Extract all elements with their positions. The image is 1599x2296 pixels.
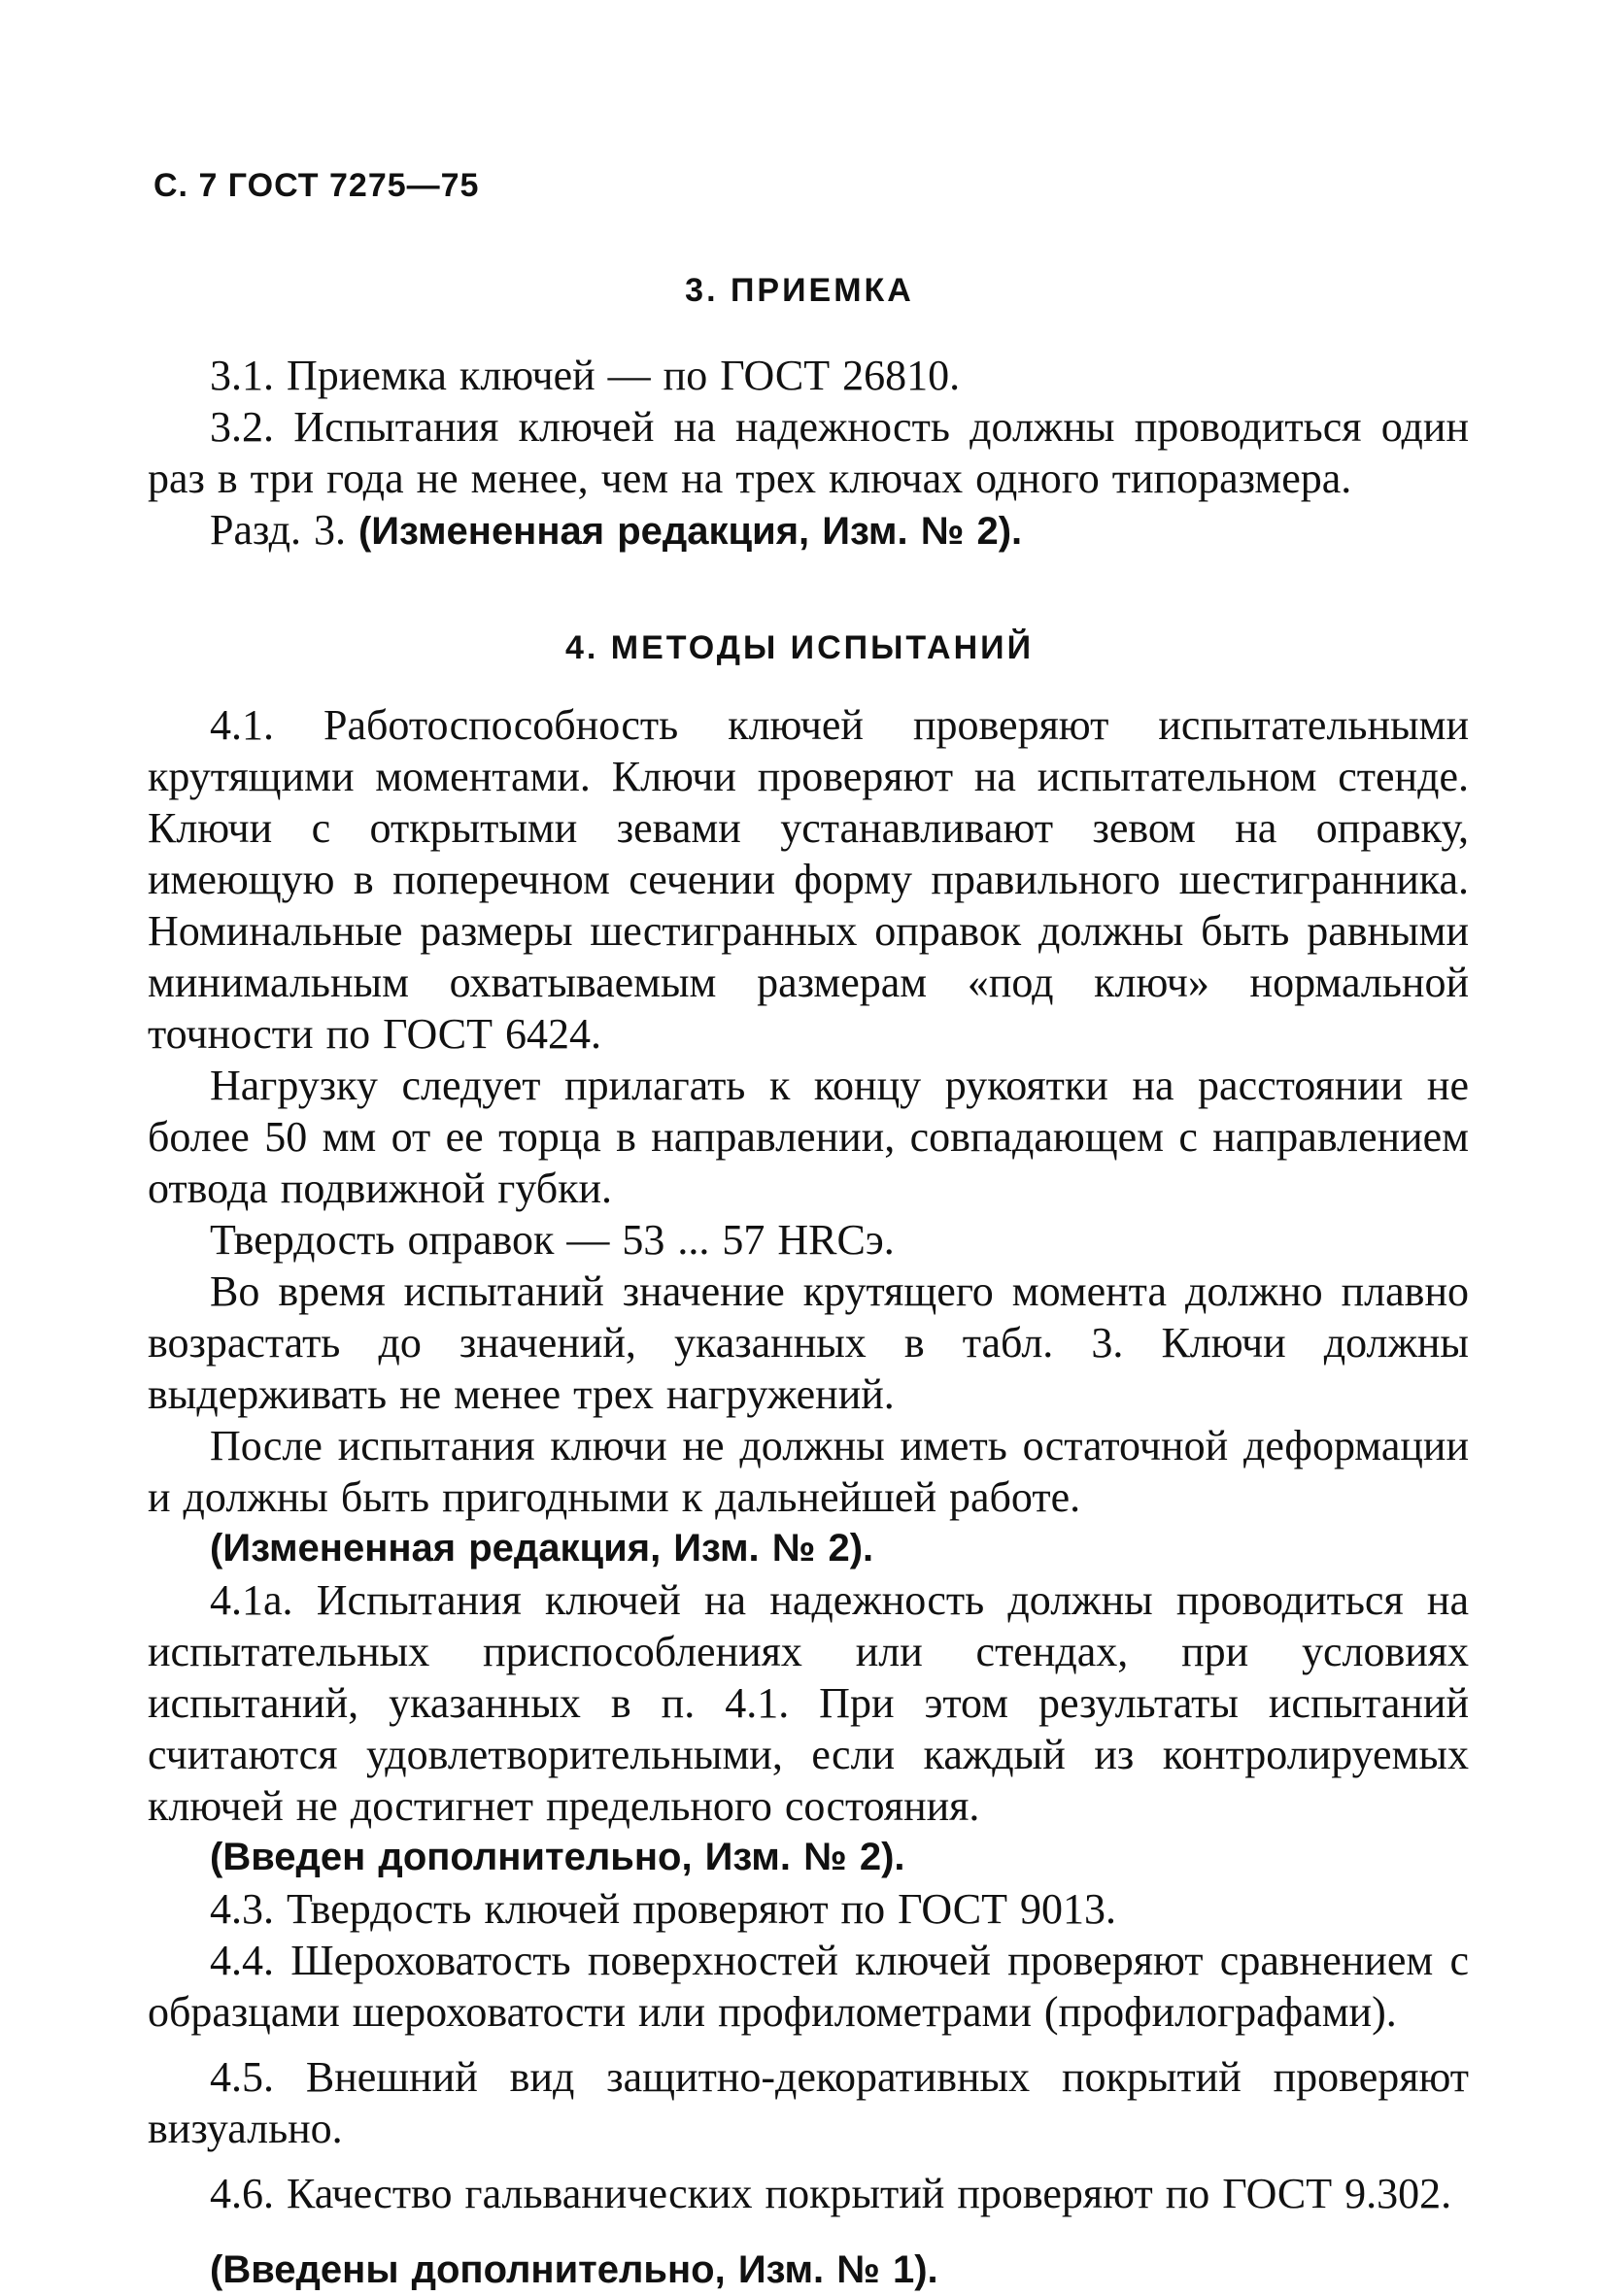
paragraph-3-1: 3.1. Приемка ключей — по ГОСТ 26810. bbox=[210, 352, 961, 399]
paragraph-4-1a: 4.1а. Испытания ключей на надежность должны проводиться на испытательных приспособлениях или стендах, при условиях испытаний, указанных в п. 4.1. При этом результаты испытаний считаются удовлетворительными, если каждый из контролируемых ключей не достигнет предельного состояния. bbox=[148, 1576, 1469, 1830]
amendment-note-4-1: (Измененная редакция, Изм. № 2). bbox=[210, 1527, 874, 1570]
paragraph-4-1-after: После испытания ключи не должны иметь остаточной деформации и должны быть пригодными к дальнейшей работе. bbox=[148, 1422, 1469, 1521]
paragraph-4-3: 4.3. Твердость ключей проверяют по ГОСТ 9013. bbox=[210, 1885, 1116, 1933]
section-4-body bbox=[148, 699, 1469, 2296]
paragraph-4-1: 4.1. Работоспособность ключей проверяют испытательными крутящими моментами. Ключи проверяют на испытательном стенде. Ключи с открытыми зевами устанавливают зевом на оправку, имеющую в поперечном сечении форму правильного шестигранника. Номинальные размеры шестигранных оправок должны быть равными минимальным охватываемым размерам «под ключ» нормальной точности по ГОСТ 6424. bbox=[148, 701, 1469, 1058]
section-3-body bbox=[148, 350, 1469, 557]
paragraph-4-1-load: Нагрузку следует прилагать к концу рукоятки на расстоянии не более 50 мм от ее торца в направлении, совпадающем с направлением отвода подвижной губки. bbox=[148, 1062, 1469, 1212]
section-3-title: 3. ПРИЕМКА bbox=[685, 272, 914, 309]
section-3-amendment-note bbox=[148, 504, 1469, 557]
amendment-prefix: Разд. 3. bbox=[210, 506, 346, 554]
paragraph-4-6: 4.6. Качество гальванических покрытий проверяют по ГОСТ 9.302. bbox=[210, 2170, 1452, 2217]
amendment-note-4-1a: (Введен дополнительно, Изм. № 2). bbox=[210, 1836, 905, 1878]
paragraph-4-5: 4.5. Внешний вид защитно-декоративных покрытий проверяют визуально. bbox=[148, 2053, 1469, 2152]
paragraph-4-1-hardness: Твердость оправок — 53 ... 57 HRCэ. bbox=[210, 1216, 895, 1264]
section-4-title: 4. МЕТОДЫ ИСПЫТАНИЙ bbox=[565, 629, 1034, 666]
paragraph-4-4: 4.4. Шероховатость поверхностей ключей проверяют сравнением с образцами шероховатости или профилометрами (профилографами). bbox=[148, 1937, 1469, 2036]
page-header: С. 7 ГОСТ 7275—75 bbox=[153, 167, 480, 204]
amendment-note-end: (Введены дополнительно, Изм. № 1). bbox=[210, 2248, 938, 2291]
paragraph-3-2: 3.2. Испытания ключей на надежность должны проводиться один раз в три года не менее, чем на трех ключах одного типоразмера. bbox=[148, 403, 1469, 502]
amendment-text: (Измененная редакция, Изм. № 2). bbox=[357, 510, 1023, 553]
paragraph-4-1-torque: Во время испытаний значение крутящего момента должно плавно возрастать до значений, указанных в табл. 3. Ключи должны выдерживать не менее трех нагружений. bbox=[148, 1267, 1469, 1418]
